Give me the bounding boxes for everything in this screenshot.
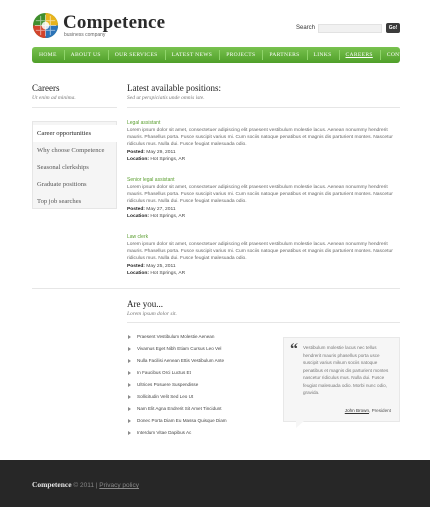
testimonial-box (283, 337, 400, 422)
job-title-link[interactable]: Law clerk (127, 234, 149, 240)
nav-item-links[interactable]: LINKS (307, 47, 339, 63)
job-title-link[interactable]: Senior legal assistant (127, 177, 175, 183)
are-you-divider (127, 322, 400, 323)
author-link[interactable]: John Brown (344, 408, 370, 413)
list-item: In Faucibus Orci Luctus Et (127, 367, 277, 379)
job-listing (127, 120, 400, 163)
sidebar-title: Careers (32, 83, 60, 93)
list-item: Ultrices Posuere Suspendisse (127, 379, 277, 391)
job-title-link[interactable]: Legal assistant (127, 120, 161, 126)
footer-brand: Competence (32, 480, 72, 489)
nav-item-projects[interactable]: PROJECTS (219, 47, 262, 63)
section-divider (32, 288, 400, 289)
footer (0, 460, 430, 507)
sidebar-item-career-opportunities[interactable]: Career opportunities (33, 125, 117, 142)
sidebar-item-top-job-searches[interactable]: Top job searches (37, 198, 82, 205)
brand-name[interactable]: Competence (63, 12, 166, 33)
sidebar-item-seasonal-clerkships[interactable]: Seasonal clerkships (37, 164, 89, 171)
logo-icon[interactable] (32, 12, 59, 39)
search-label: Search (296, 25, 316, 31)
arrow-bullet-icon (128, 359, 131, 363)
arrow-bullet-icon (128, 395, 131, 399)
arrow-bullet-icon (128, 347, 131, 351)
footer-copyright: Competence © 2011 | Privacy policy (32, 480, 139, 489)
sidebar-subtitle: Ut enim ad minima. (32, 95, 76, 101)
nav-item-latest-news[interactable]: LATEST NEWS (165, 47, 220, 63)
search-button[interactable]: Go! (386, 23, 400, 33)
job-location: Location: Hot Springs, AR (127, 213, 186, 219)
sidebar-item-why-choose[interactable]: Why choose Competence (37, 147, 105, 154)
sidebar-menu (32, 121, 117, 209)
job-description: Lorem ipsum dolor sit amet, consectetuer adipiscing elit praesent vestibulum molestie lacus. Aenean nonummy hendrerit mauris. Phasellus porta. Fusce suscipit varius mi. Cum sociis natoque penatibus et magnis dis parturient montes. Nascetur ridiculus mus. Nulla dui. Fusce feugiat malesuada odio. (127, 185, 393, 205)
nav-item-about-us[interactable]: ABOUT US (64, 47, 108, 63)
nav-item-our-services[interactable]: OUR SERVICES (108, 47, 165, 63)
testimonial-text: Vestibulum molestie lacus nec tellus hendrerit mauris phasellus porta usce suscipit varius mikum sociis natoque penatibus et magnis dis parturient montes nascetur ridiculus mus. Nulla dui. Fusce feugiat malesuada odio. Morbi nunc odio, gravida. (303, 345, 389, 395)
header (0, 0, 430, 80)
arrow-bullet-icon (128, 335, 131, 339)
arrow-bullet-icon (128, 431, 131, 435)
list-item: Nulla Facilisi Aenean Ettis Vestibulum Ante (127, 355, 277, 367)
nav-item-home[interactable]: HOME (39, 52, 57, 58)
job-location: Location: Hot Springs, AR (127, 156, 186, 162)
job-listing (127, 234, 400, 277)
nav-item-careers[interactable]: CAREERS (339, 47, 380, 63)
sidebar-item-graduate-positions[interactable]: Graduate positions (37, 181, 87, 188)
brand-tagline: business company (64, 32, 106, 38)
are-you-subtitle: Lorem ipsum dolor sit. (127, 311, 177, 317)
job-description: Lorem ipsum dolor sit amet, consectetuer adipiscing elit praesent vestibulum molestie lacus. Aenean nonummy hendrerit mauris. Phasellus porta. Fusce suscipit varius mi. Cum sociis natoque penatibus et magnis dis parturient montes. Nascetur ridiculus mus. Nulla dui. Fusce feugiat malesuada odio. (127, 242, 393, 262)
list-item: Vivamus Eget Nibh Etiam Cursus Leo Vel (127, 343, 277, 355)
arrow-bullet-icon (128, 419, 131, 423)
arrow-bullet-icon (128, 407, 131, 411)
quote-icon: “ (290, 341, 298, 358)
main-nav (32, 47, 419, 63)
arrow-bullet-icon (128, 371, 131, 375)
privacy-policy-link[interactable]: Privacy policy (99, 482, 139, 489)
job-posted: Posted: May 25, 2011 (127, 263, 176, 269)
nav-item-contacts[interactable]: CONTACTS (380, 47, 425, 63)
list-item: Sollicitudin Velit Sed Leo Ut (127, 391, 277, 403)
job-posted: Posted: May 27, 2011 (127, 206, 176, 212)
page-subtitle: Sed ut perspiciatis unde omnis iste. (127, 95, 205, 101)
are-you-list (127, 331, 277, 439)
arrow-bullet-icon (128, 383, 131, 387)
are-you-title: Are you... (127, 299, 163, 309)
search-input[interactable] (318, 24, 382, 33)
nav-item-partners[interactable]: PARTNERS (262, 47, 306, 63)
main-divider (127, 107, 400, 108)
job-description: Lorem ipsum dolor sit amet, consectetuer adipiscing elit praesent vestibulum molestie lacus. Aenean nonummy hendrerit mauris. Phasellus porta. Fusce suscipit varius mi. Cum sociis natoque penatibus et magnis dis parturient montes. Nascetur ridiculus mus. Nulla dui. Fusce feugiat malesuada odio. (127, 128, 393, 148)
list-item: Praesent Vestibulum Molestie Aenean (127, 331, 277, 343)
testimonial-author: John Brown, President (344, 408, 391, 413)
job-listing (127, 177, 400, 220)
page-title: Latest available positions: (127, 83, 221, 93)
job-posted: Posted: May 29, 2011 (127, 149, 176, 155)
sidebar-divider (32, 107, 117, 108)
list-item: Interdum Vitae Dapibus Ac (127, 427, 277, 439)
speech-tail (296, 421, 304, 428)
job-location: Location: Hot Springs, AR (127, 270, 186, 276)
list-item: Nam Elit Agna Endrerit Sit Amet Tincidunt (127, 403, 277, 415)
list-item: Donec Porta Diam Eu Massa Quisque Diam (127, 415, 277, 427)
